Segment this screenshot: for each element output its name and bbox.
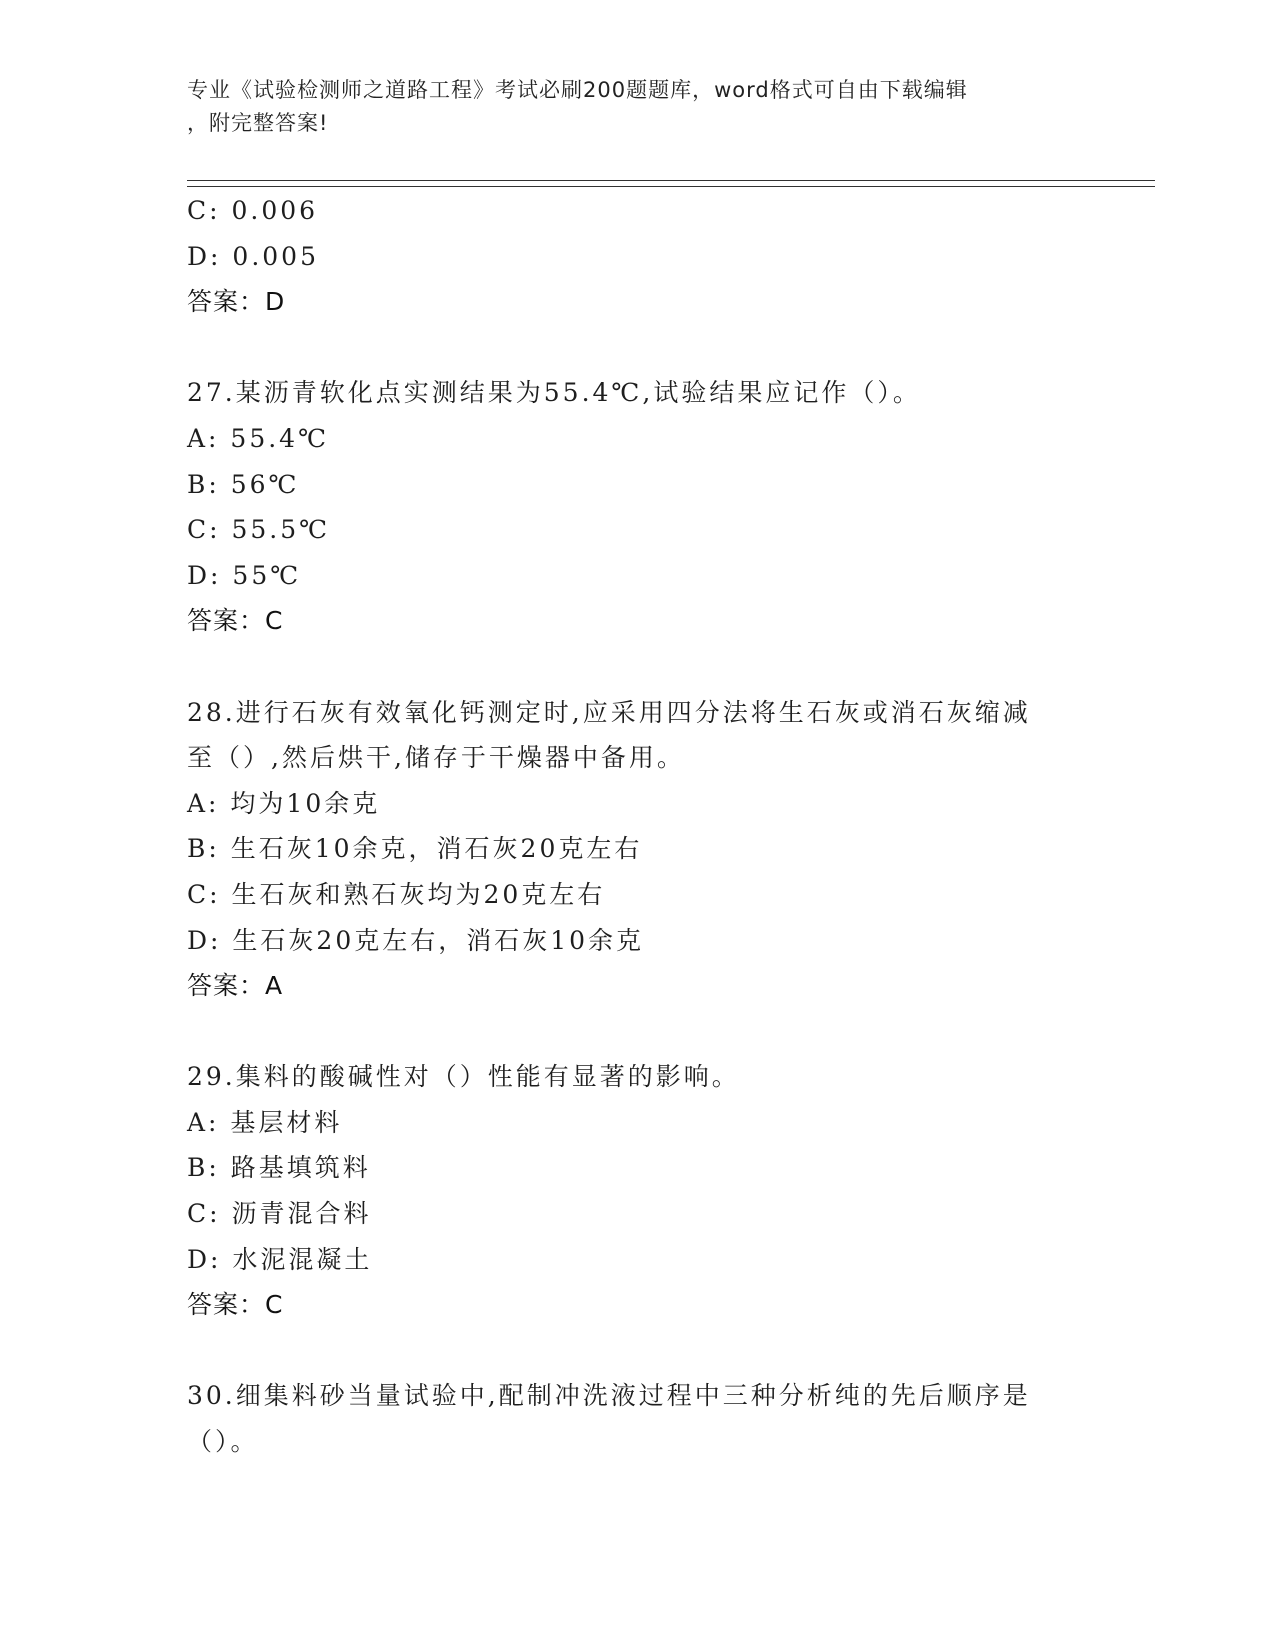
option-line: D: 55℃ <box>187 560 302 590</box>
option-line: A: 均为10余克 <box>187 788 381 818</box>
question-text: 29.集料的酸碱性对（）性能有显著的影响。 <box>187 1062 740 1092</box>
option-line: B: 56℃ <box>187 469 300 499</box>
blank-line <box>187 1328 1107 1374</box>
question-text: （）。 <box>187 1427 259 1457</box>
blank-line <box>187 1009 1107 1055</box>
header-divider-top <box>187 180 1155 181</box>
option-line: D: 0.005 <box>187 241 319 271</box>
header-divider-bottom <box>187 186 1155 187</box>
option-line: B: 路基填筑料 <box>187 1153 371 1183</box>
option-line: B: 生石灰10余克，消石灰20克左右 <box>187 834 643 864</box>
answer-line: 答案：C <box>187 1290 284 1320</box>
answer-line: 答案：D <box>187 287 286 317</box>
header-title-line-1: 专业《试验检测师之道路工程》考试必刷200题题库，word格式可自由下载编辑 <box>187 78 968 102</box>
question-text: 28.进行石灰有效氧化钙测定时,应采用四分法将生石灰或消石灰缩减 <box>187 697 1031 727</box>
blank-line <box>187 325 1107 371</box>
question-text: 至（）,然后烘干,储存于干燥器中备用。 <box>187 743 685 773</box>
answer-line: 答案：C <box>187 606 284 636</box>
blank-line <box>187 644 1107 690</box>
question-text: 27.某沥青软化点实测结果为55.4℃,试验结果应记作（）。 <box>187 378 921 408</box>
option-line: D: 水泥混凝土 <box>187 1244 373 1274</box>
option-line: C: 生石灰和熟石灰均为20克左右 <box>187 879 606 909</box>
header-title-line-2: ，附完整答案! <box>187 111 329 135</box>
document-header <box>187 74 1087 140</box>
question-text: 30.细集料砂当量试验中,配制冲洗液过程中三种分析纯的先后顺序是 <box>187 1381 1031 1411</box>
answer-line: 答案：A <box>187 971 284 1001</box>
option-line: C: 55.5℃ <box>187 515 331 545</box>
option-line: A: 55.4℃ <box>187 423 330 453</box>
option-line: D: 生石灰20克左右，消石灰10余克 <box>187 925 645 955</box>
question-content <box>187 188 1107 1465</box>
option-line: C: 沥青混合料 <box>187 1199 372 1229</box>
option-line: A: 基层材料 <box>187 1107 343 1137</box>
option-line: C: 0.006 <box>187 196 319 225</box>
